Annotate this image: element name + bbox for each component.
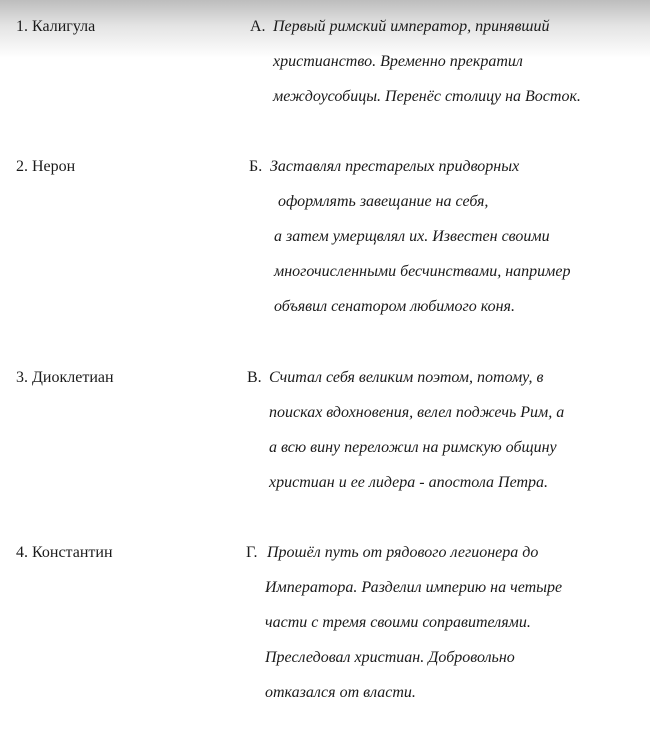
description-g-line-1: Прошёл путь от рядового легионера до (267, 544, 539, 561)
ruler-3-diocletian: 3. Диоклетиан (16, 369, 114, 386)
description-g-line-2: Императора. Разделил империю на четыре (265, 579, 563, 596)
description-a-line-2: христианство. Временно прекратил (273, 53, 523, 70)
description-g-letter: Г. (246, 544, 258, 561)
description-g-line-4: Преследовал христиан. Добровольно (265, 649, 515, 666)
description-g-line-3: части с тремя своими соправителями. (265, 614, 531, 631)
description-v-line-2: поисках вдохновения, велел поджечь Рим, а (269, 404, 565, 421)
description-g-line-5: отказался от власти. (265, 684, 416, 701)
description-v-line-1: Считал себя великим поэтом, потому, в (269, 369, 544, 386)
ruler-1-caligula: 1. Калигула (16, 18, 96, 35)
description-v-line-3: а всю вину переложил на римскую общину (269, 439, 557, 456)
ruler-2-nero: 2. Нерон (16, 158, 76, 175)
description-b-line-3: а затем умерщвлял их. Известен своими (274, 228, 550, 245)
description-b-line-4: многочисленными бесчинствами, например (274, 263, 571, 280)
description-b-line-2: оформлять завещание на себя, (278, 193, 489, 210)
description-b-letter: Б. (249, 158, 263, 175)
description-a-letter: А. (250, 18, 266, 35)
description-v-line-4: христиан и ее лидера - апостола Петра. (269, 474, 549, 491)
description-a-line-3: междоусобицы. Перенёс столицу на Восток. (273, 88, 581, 105)
description-b-line-1: Заставлял престарелых придворных (270, 158, 520, 175)
ruler-4-constantine: 4. Константин (16, 544, 113, 561)
description-a-line-1: Первый римский император, принявший (273, 18, 550, 35)
description-v-letter: В. (247, 369, 262, 386)
description-b-line-5: объявил сенатором любимого коня. (274, 298, 515, 315)
